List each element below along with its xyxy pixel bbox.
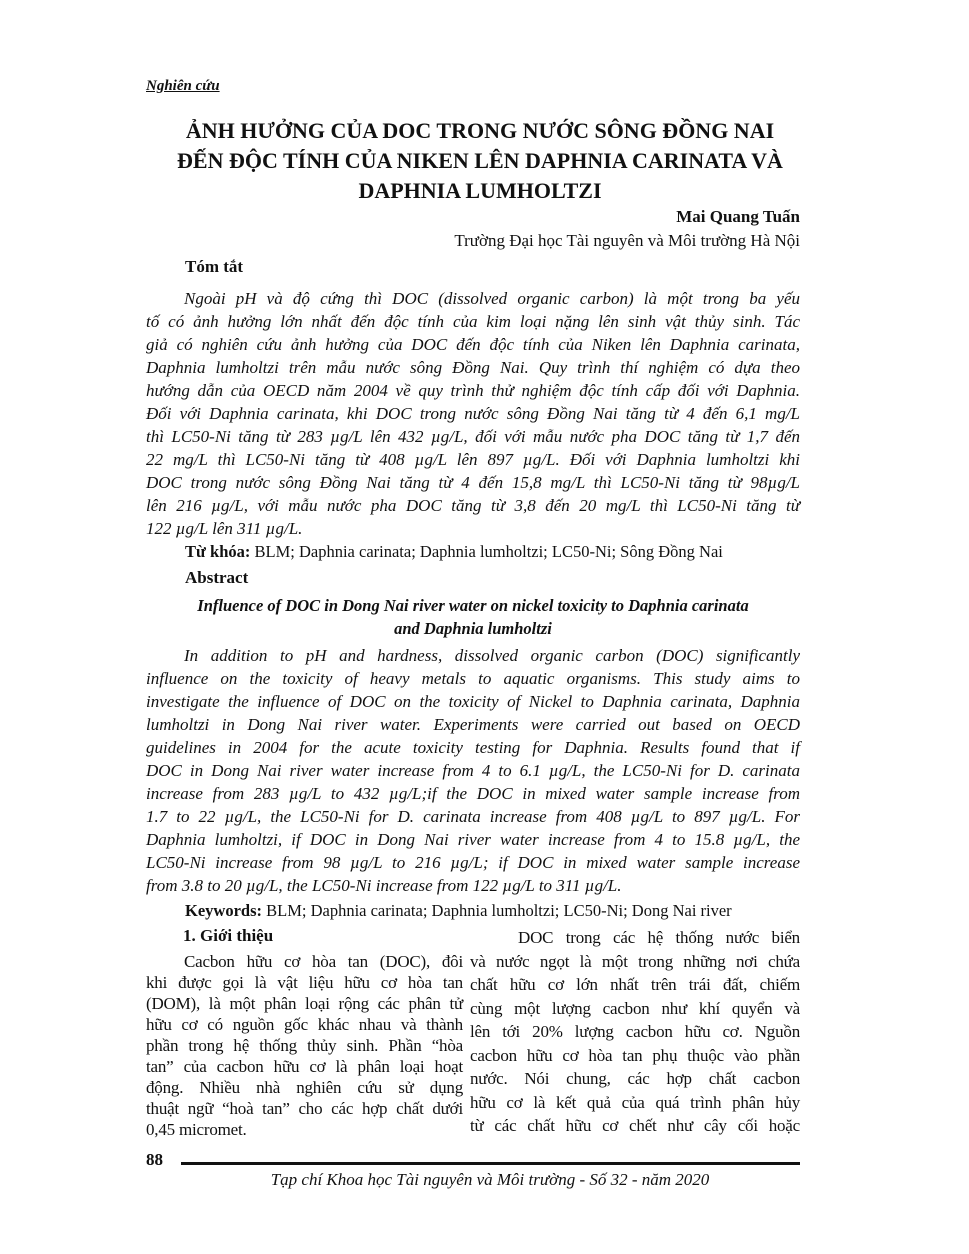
text-line: investigate the influence of DOC on the toxicity of Nickel to Daphnia carinata, Daphnia	[146, 692, 800, 711]
author-name: Mai Quang Tuấn	[676, 207, 800, 226]
text-line: influence on the toxicity of heavy metals to aquatic organisms. This study aims to	[146, 669, 800, 688]
title-line: DAPHNIA LUMHOLTZI	[358, 178, 602, 203]
intro-left-column	[146, 951, 463, 1140]
journal-footer: Tạp chí Khoa học Tài nguyên và Môi trường - Số 32 - năm 2020	[270, 1170, 710, 1189]
text-line: chất hữu cơ lớn nhất trên trái đất, chiếm	[470, 975, 800, 994]
en-keywords	[185, 901, 732, 921]
text-line: guidelines in 2004 for the acute toxicity testing for Daphnia. Results found that if	[146, 738, 800, 757]
section-label: Nghiên cứu	[146, 78, 220, 94]
vn-abstract-body	[146, 287, 800, 540]
text-line: Đối với Daphnia carinata, khi DOC trong nước sông Đồng Nai tăng từ 4 đến 6,1 mg/L	[146, 404, 800, 423]
text-line: DOC trong các hệ thống nước biển	[518, 928, 800, 947]
text-line: hữu cơ có nguồn gốc khác nhau và thành	[146, 1015, 463, 1034]
text-line: thì LC50-Ni tăng từ 283 µg/L lên 432 µg/L, đối với mẫu nước pha DOC tăng từ 1,7 đến	[146, 427, 800, 446]
text-line: Cacbon hữu cơ hòa tan (DOC), đôi	[184, 952, 463, 971]
text-line: LC50-Ni increase from 98 µg/L to 216 µg/L; if DOC in mixed water sample increase	[146, 853, 800, 872]
page-number: 88	[146, 1150, 163, 1169]
text-line: khi được gọi là vật liệu hữu cơ hòa tan	[146, 973, 463, 992]
text-line: từ các chất hữu cơ chết như cây cối hoặc	[470, 1116, 800, 1135]
intro-right-column	[470, 926, 800, 1138]
text-line: DOC trong nước sông Đồng Nai tăng từ 4 đến 15,8 mg/L thì LC50-Ni tăng từ 98µg/L	[146, 473, 800, 492]
text-line: hữu cơ là kết quả của quá trình phân hủy	[470, 1092, 800, 1112]
en-abstract-body	[146, 644, 800, 897]
intro-heading: 1. Giới thiệu	[183, 926, 274, 945]
en-abstract-heading: Abstract	[185, 568, 249, 587]
text-line: Daphnia lumholtzi trên mẫu nước sông Đồng Nai. Quy trình thí nghiệm có dựa theo	[146, 358, 800, 377]
text-line: 1.7 to 22 µg/L, the LC50-Ni for D. carinata increase from 408 µg/L to 897 µg/L. For	[146, 807, 800, 826]
text-line: lên tới 20% lượng cacbon hữu cơ. Nguồn	[470, 1022, 800, 1041]
en-keywords-text: BLM; Daphnia carinata; Daphnia lumholtzi; LC50-Ni; Dong Nai river	[262, 901, 732, 920]
text-line: (DOM), là một phân loại rộng các phân tử	[146, 994, 463, 1013]
text-line: động. Nhiều nhà nghiên cứu sử dụng	[146, 1078, 463, 1097]
en-title-line: Influence of DOC in Dong Nai river water on nickel toxicity to Daphnia carinata	[197, 596, 749, 615]
text-line: Daphnia lumholtzi, if DOC in Dong Nai river water increase from 4 to 15.8 µg/L, the	[146, 830, 800, 849]
text-line: cùng một lượng cacbon như khí quyển và	[470, 998, 800, 1018]
text-line: lumholtzi in Dong Nai river water. Experiments were carried out based on OECD	[146, 715, 800, 734]
text-line: 122 µg/L lên 311 µg/L.	[146, 519, 303, 538]
text-line: 22 mg/L thì LC50-Ni tăng từ 408 µg/L lên 897 µg/L. Đối với Daphnia lumholtzi khi	[146, 450, 800, 469]
en-abstract-title	[146, 594, 800, 640]
vn-keywords-text: BLM; Daphnia carinata; Daphnia lumholtzi; LC50-Ni; Sông Đồng Nai	[250, 542, 723, 561]
text-line: phần trong hệ thống thủy sinh. Phần “hòa	[146, 1036, 463, 1055]
text-line: from 3.8 to 20 µg/L, the LC50-Ni increase from 122 µg/L to 311 µg/L.	[146, 876, 622, 895]
vn-keywords	[185, 542, 723, 562]
vn-abstract-heading: Tóm tắt	[185, 257, 244, 276]
footer-rule	[181, 1162, 800, 1165]
text-line: hướng dẫn của OECD năm 2004 về quy trình thử nghiệm độc tính cấp đối với Daphnia.	[146, 381, 800, 400]
text-line: 0,45 micromet.	[146, 1120, 247, 1139]
article-title	[140, 116, 820, 206]
text-line: tố có ảnh hưởng lớn nhất đến độc tính của kim loại nặng lên sinh vật thủy sinh. Tác	[146, 312, 800, 331]
vn-keywords-label: Từ khóa:	[185, 542, 251, 561]
text-line: và nước ngọt là một trong những nơi chứa	[470, 951, 800, 971]
text-line: tan” của cacbon hữu cơ là phân loại hoạt	[146, 1057, 463, 1076]
title-line: ẢNH HƯỞNG CỦA DOC TRONG NƯỚC SÔNG ĐỒNG NAI	[185, 118, 775, 143]
text-line: cacbon hữu cơ hòa tan phụ thuộc vào phần	[470, 1045, 800, 1065]
text-line: Ngoài pH và độ cứng thì DOC (dissolved organic carbon) là một trong ba yếu	[184, 289, 800, 308]
en-keywords-label: Keywords:	[185, 901, 262, 920]
text-line: increase from 283 µg/L to 432 µg/L;if the DOC in mixed water sample increase from	[146, 784, 800, 803]
author-affiliation: Trường Đại học Tài nguyên và Môi trường Hà Nội	[454, 231, 800, 250]
text-line: thuật ngữ “hoà tan” cho các hợp chất dưới	[146, 1099, 463, 1118]
text-line: In addition to pH and hardness, dissolved organic carbon (DOC) significantly	[184, 646, 800, 665]
text-line: nước. Nói chung, các hợp chất cacbon	[470, 1069, 800, 1088]
text-line: lên 216 µg/L, với mẫu nước pha DOC tăng từ 3,8 đến 20 mg/L thì LC50-Ni tăng từ	[146, 496, 800, 515]
en-title-line: and Daphnia lumholtzi	[394, 619, 552, 638]
text-line: DOC in Dong Nai river water increase from 4 to 6.1 µg/L, the LC50-Ni for D. carinata	[146, 761, 800, 780]
title-line: ĐẾN ĐỘC TÍNH CỦA NIKEN LÊN DAPHNIA CARINATA VÀ	[177, 148, 783, 173]
text-line: giả có nghiên cứu ảnh hưởng của DOC đến độc tính của Niken lên Daphnia carinata,	[146, 335, 800, 354]
